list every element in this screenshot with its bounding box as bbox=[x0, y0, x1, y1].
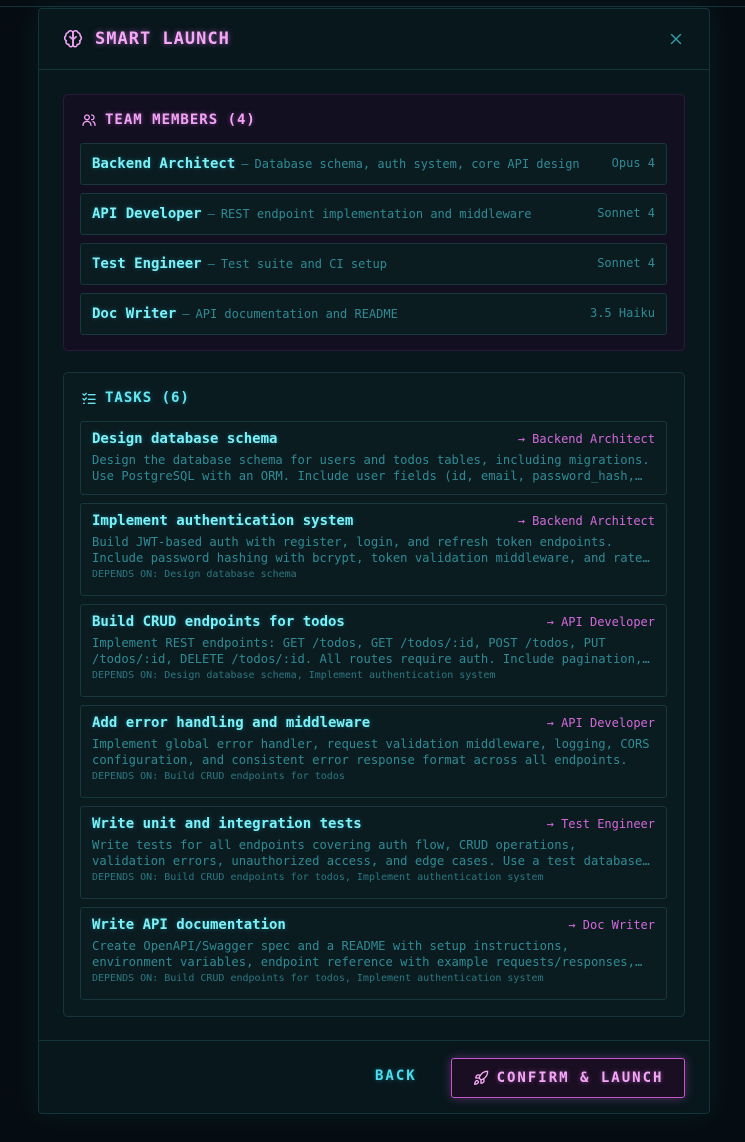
member-model: 3.5 Haiku bbox=[589, 306, 655, 320]
member-name: API Developer bbox=[92, 206, 202, 222]
member-name: Doc Writer bbox=[92, 306, 177, 322]
team-member-row[interactable] bbox=[80, 193, 667, 235]
team-members-section bbox=[63, 94, 685, 351]
team-member-row[interactable] bbox=[80, 293, 667, 335]
team-member-row[interactable] bbox=[80, 143, 667, 185]
task-card[interactable] bbox=[80, 604, 667, 697]
task-title: Write unit and integration tests bbox=[92, 816, 362, 832]
confirm-launch-label: CONFIRM & LAUNCH bbox=[496, 1070, 664, 1086]
modal-footer bbox=[39, 1040, 709, 1114]
member-separator: — bbox=[207, 257, 215, 271]
team-members-heading bbox=[81, 112, 256, 128]
task-assignee: → API Developer bbox=[546, 716, 655, 730]
task-dependencies: DEPENDS ON: Build CRUD endpoints for todos, Implement authentication system bbox=[92, 872, 544, 883]
task-card[interactable] bbox=[80, 503, 667, 596]
task-title: Design database schema bbox=[92, 431, 278, 447]
task-assignee: → Doc Writer bbox=[568, 918, 655, 932]
confirm-launch-button[interactable] bbox=[451, 1058, 685, 1098]
task-description: Build JWT-based auth with register, login, and refresh token endpoints. Include password hashing with bcrypt, token validation middleware, and rate bbox=[92, 535, 643, 565]
task-description: Design the database schema for users and todos tables, including migrations. Use PostgreSQL with an ORM. Include user fields (id, email, password_hash, bbox=[92, 453, 650, 483]
tasks-title: TASKS (6) bbox=[105, 390, 190, 406]
tasks-heading bbox=[81, 390, 190, 406]
task-dependencies: DEPENDS ON: Design database schema bbox=[92, 569, 297, 580]
close-icon[interactable] bbox=[667, 30, 685, 48]
modal-title: SMART LAUNCH bbox=[95, 29, 230, 49]
task-description: Implement global error handler, request validation middleware, logging, CORS configuration, and consistent error response format across all endpoints. bbox=[92, 737, 650, 767]
task-card[interactable] bbox=[80, 806, 667, 899]
task-assignee: → Test Engineer bbox=[546, 817, 655, 831]
task-dependencies: DEPENDS ON: Build CRUD endpoints for todos, Implement authentication system bbox=[92, 973, 544, 984]
modal-header bbox=[39, 9, 709, 70]
member-role: API documentation and README bbox=[195, 307, 398, 321]
team-members-title: TEAM MEMBERS (4) bbox=[105, 112, 256, 128]
task-title: Build CRUD endpoints for todos bbox=[92, 614, 345, 630]
task-card[interactable] bbox=[80, 907, 667, 1000]
member-model: Opus 4 bbox=[611, 156, 655, 170]
member-separator: — bbox=[182, 307, 190, 321]
brain-icon bbox=[63, 29, 83, 49]
tasks-section bbox=[63, 372, 685, 1017]
task-description: Create OpenAPI/Swagger spec and a README with setup instructions, environment variables, endpoint reference with example requests/responses, bbox=[92, 939, 635, 969]
task-dependencies: DEPENDS ON: Build CRUD endpoints for todos bbox=[92, 771, 345, 782]
task-dependencies: DEPENDS ON: Design database schema, Implement authentication system bbox=[92, 670, 496, 681]
back-button[interactable]: BACK bbox=[375, 1068, 417, 1084]
list-checks-icon bbox=[81, 390, 97, 406]
task-assignee: → Backend Architect bbox=[517, 432, 655, 446]
member-separator: — bbox=[241, 157, 249, 171]
task-title: Write API documentation bbox=[92, 917, 286, 933]
task-description: Implement REST endpoints: GET /todos, GET /todos/:id, POST /todos, PUT /todos/:id, DELETE /todos/:id. All routes require auth. Include pagination, bbox=[92, 636, 643, 666]
task-assignee: → API Developer bbox=[546, 615, 655, 629]
member-model: Sonnet 4 bbox=[597, 206, 655, 220]
task-title: Add error handling and middleware bbox=[92, 715, 371, 731]
task-card[interactable] bbox=[80, 705, 667, 798]
task-title: Implement authentication system bbox=[92, 513, 354, 529]
member-model: Sonnet 4 bbox=[597, 256, 655, 270]
member-name: Test Engineer bbox=[92, 256, 202, 272]
team-member-row[interactable] bbox=[80, 243, 667, 285]
backdrop-divider bbox=[0, 6, 745, 7]
task-assignee: → Backend Architect bbox=[517, 514, 655, 528]
smart-launch-modal bbox=[38, 8, 710, 1114]
member-role: Database schema, auth system, core API design bbox=[254, 157, 580, 171]
rocket-icon bbox=[473, 1070, 489, 1086]
member-role: REST endpoint implementation and middleware bbox=[220, 207, 532, 221]
task-card[interactable] bbox=[80, 421, 667, 495]
member-name: Backend Architect bbox=[92, 156, 236, 172]
member-role: Test suite and CI setup bbox=[220, 257, 387, 271]
member-separator: — bbox=[207, 207, 215, 221]
task-description: Write tests for all endpoints covering auth flow, CRUD operations, validation errors, unauthorized access, and edge cases. Use a test database bbox=[92, 838, 643, 868]
users-icon bbox=[81, 112, 97, 128]
